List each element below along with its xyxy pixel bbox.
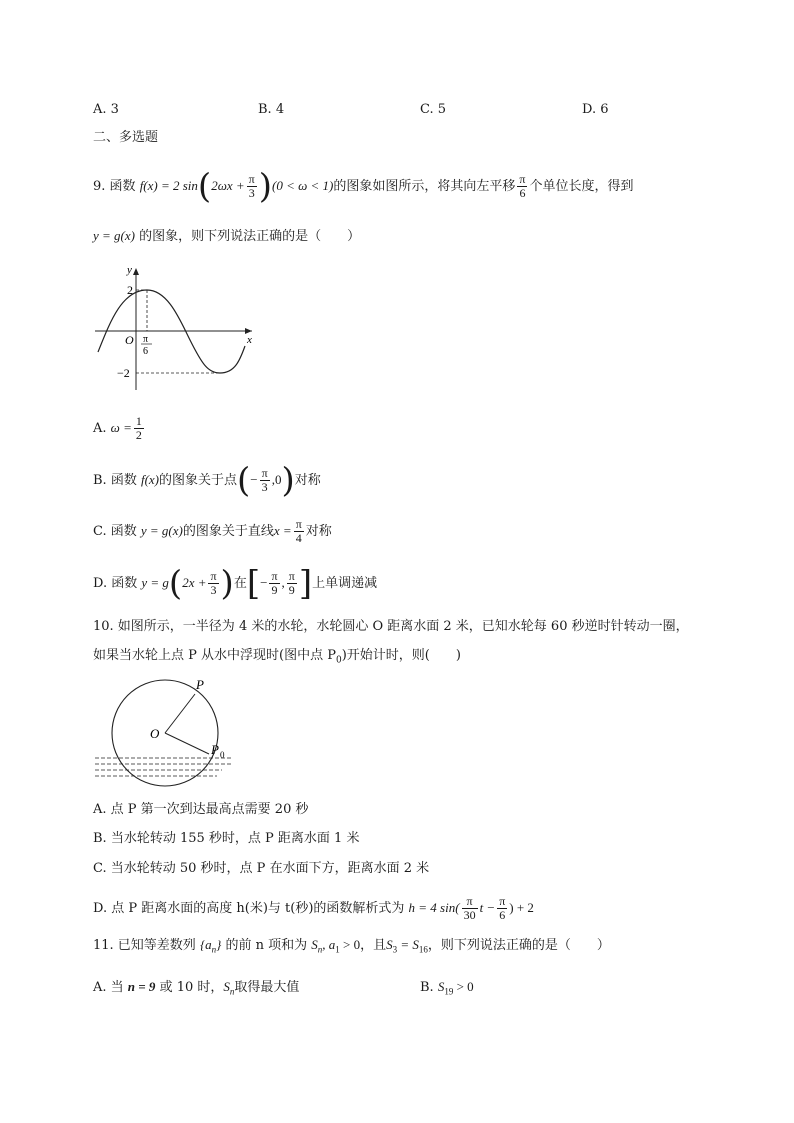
q11-stem: 11. 已知等差数列 $\{a_n\}$ 的前 n 项和为 $S_n$, $a_1 > 0$，且$S_3 = S_{16}$，则下列说法正确的是（ ）	[93, 937, 610, 955]
q8-option-c: C. 5	[420, 102, 447, 117]
label-p0: P	[211, 742, 219, 757]
section-title: 二、多选题	[93, 130, 159, 145]
q10-option-b: B. 当水轮转动 155 秒时，点 P 距离水面 1 米	[93, 831, 360, 846]
tick-label-neg2: −2	[117, 366, 130, 380]
q9-stem-line1	[93, 166, 634, 207]
fraction-pi-3: $\frac{\pi}{3}$	[248, 172, 255, 200]
q9-option-a: A. ω = $\frac{1}{2}$	[93, 414, 142, 442]
fraction-1-2: $\frac{1}{2}$	[135, 414, 142, 442]
q10-waterwheel-figure	[92, 676, 242, 788]
q9-option-c: C. 函数 y = g(x)的图象关于直线x = $\frac{\pi}{4}$ 对称	[93, 517, 332, 545]
q9-function: f(x) = 2 sin	[139, 178, 198, 193]
q10-option-c: C. 当水轮转动 50 秒时，点 P 在水面下方，距离水面 2 米	[93, 861, 430, 876]
tick-pi: π	[143, 334, 149, 345]
q11-option-a: A. 当 n = 9 或 10 时，$S_n$取得最大值	[93, 979, 300, 997]
q9-inner: 2ωx +	[211, 178, 245, 193]
y-axis-arrow-icon	[133, 268, 139, 275]
origin-label: O	[125, 333, 134, 347]
radius-op0	[165, 733, 209, 754]
q9-number: 9. 函数	[93, 179, 136, 194]
tick-six: 6	[143, 346, 148, 357]
q9-desc2: 个单位长度，得到	[529, 179, 634, 194]
q9-option-b: B. 函数 f(x)的图象关于点(− $\frac{\pi}{3}$ ,0)对称	[93, 460, 321, 501]
x-label: x	[247, 334, 252, 346]
q9-condition: (0 < ω < 1)	[272, 178, 334, 193]
q8-option-a: A. 3	[93, 102, 119, 117]
q10-option-a: A. 点 P 第一次到达最高点需要 20 秒	[93, 802, 309, 817]
label-p: P	[196, 677, 204, 692]
q8-option-d: D. 6	[582, 102, 609, 117]
q8-option-b: B. 4	[258, 102, 285, 117]
q11-option-b: B. $S_{19} > 0$	[420, 979, 474, 997]
q10-option-d: D. 点 P 距离水面的高度 h(米)与 t(秒)的函数解析式为 h = 4 sin( $\frac{\pi}{30}$ t − $\frac{\pi}{6}$ ) + 2	[93, 894, 534, 922]
label-p0-sub: 0	[220, 750, 225, 760]
label-o: O	[150, 726, 160, 741]
radius-op	[165, 694, 195, 733]
paren-close: )	[258, 166, 272, 207]
q9-sine-graph	[90, 260, 260, 395]
q9-stem-line2	[93, 226, 360, 247]
q9-desc1: 的图象如图所示，将其向左平移	[333, 179, 516, 194]
y-label: y	[127, 264, 132, 276]
paren-open: (	[197, 166, 212, 207]
q9-option-d: D. 函数 y = g(2x + $\frac{\pi}{3}$ )在[− $\frac{\pi}{9}$ , $\frac{\pi}{9}$ ]上单调递减	[93, 563, 378, 604]
q10-stem-line2: 如果当水轮上点 P 从水中浮现时(图中点 $P_0$)开始计时，则( )	[93, 648, 461, 666]
tick-label-2: 2	[127, 283, 133, 297]
q9-g-function: y = g(x)	[93, 228, 135, 243]
fraction-pi-6: $\frac{\pi}{6}$	[519, 172, 526, 200]
q10-stem-line1: 10. 如图所示，一半径为 4 米的水轮，水轮圆心 O 距离水面 2 米，已知水轮每 60 秒逆时针转动一圈，	[93, 619, 689, 634]
q9-line2-text: 的图象，则下列说法正确的是（ ）	[139, 229, 361, 244]
